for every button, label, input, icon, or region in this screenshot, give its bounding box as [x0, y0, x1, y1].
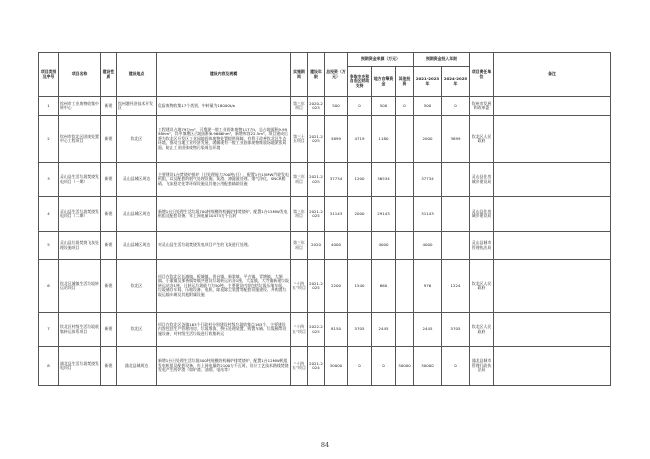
cell-remark: [494, 260, 611, 313]
cell-central: [348, 232, 372, 260]
table-row: [39, 313, 611, 347]
cell-invest-2021: 4000: [414, 232, 442, 260]
table-row: [39, 163, 611, 197]
cell-central: 1540: [348, 260, 372, 313]
cell-other: [396, 232, 414, 260]
cell-name: 钦北区城镇生活垃圾转运站项目: [59, 260, 101, 313]
cell-name: 灵山县生活垃圾焚烧发电项目（二期）: [59, 197, 101, 232]
cell-location: 钦州港经济技术开发区: [117, 97, 157, 116]
page-number: 84: [320, 441, 330, 449]
cell-content: 危险废物收集17个类别，中转量为18000t/a: [157, 97, 291, 116]
cell-years: 2021-2025: [308, 163, 325, 197]
cell-location: 钦北区: [117, 116, 157, 163]
cell-owner: 灵山县住房城乡建设局: [470, 197, 494, 232]
cell-period: “十四五”项目: [291, 313, 308, 347]
cell-years: 2020: [308, 232, 325, 260]
header-row-1: [39, 53, 611, 67]
cell-central: 0: [348, 347, 372, 386]
table-row: [39, 260, 611, 313]
cell-no: 4: [39, 197, 59, 232]
cell-years: 2021-2025: [308, 116, 325, 163]
cell-remark: [494, 197, 611, 232]
header-content: 建设内容及规模: [157, 53, 291, 97]
table-row: [39, 97, 611, 116]
cell-name: 灵山县垃圾焚烧飞灰处理设施项目: [59, 232, 101, 260]
cell-invest-2021: 500: [414, 97, 442, 116]
cell-no: 2: [39, 116, 59, 163]
cell-invest-2024: [442, 197, 470, 232]
cell-no: 3: [39, 163, 59, 197]
cell-owner: 钦北区人民政府: [470, 313, 494, 347]
cell-location: 钦北区: [117, 260, 157, 313]
cell-name: 浦北县生活垃圾焚烧发电项目: [59, 347, 101, 386]
cell-central: 0: [348, 97, 372, 116]
header-name: 项目名称: [59, 53, 101, 97]
header-source-group: 预期资金来源（万元）: [348, 53, 414, 67]
header-source-local: 地方自筹资金: [372, 67, 396, 97]
cell-location: 浦北县城周边: [117, 347, 157, 386]
cell-content: 新增1台日处理生活垃圾500吨规模的机械炉排焚烧炉，配置1台12MW机组发电机组及配套设备，年上网电量约2100万千瓦时。设计工艺技术路线焚烧发电产生的炉渣（如炉渣、油烟、电站等）: [157, 347, 291, 386]
cell-content: 项目在钦北区长滩镇、板城镇、贵台镇、新棠镇、平吉镇、青塘镇、大垌镇、小董镇及那香镇等镇共建设垃圾转运站各1座，大直镇、大寺镇新建垃圾转运站各1座，日转运垃圾能力为50吨，主要建设内容包括垃圾压缩车间、垃圾储存车间、压缩设备、电机、除臭除尘装置等配套设施建设，并购置垃圾运输车辆及其他附属设施: [157, 260, 291, 313]
cell-invest-2024: 1224: [442, 260, 470, 313]
cell-no: 8: [39, 347, 59, 386]
table-row: [39, 347, 611, 386]
header-total: 总投资（万元）: [325, 53, 348, 97]
header-owner: 项目责任单位: [470, 53, 494, 97]
cell-other: 0: [396, 97, 414, 116]
cell-central: 4719: [348, 116, 372, 163]
cell-invest-2024: 0: [442, 97, 470, 116]
cell-years: 2020-2023: [308, 97, 325, 116]
cell-remark: [494, 232, 611, 260]
cell-owner: 钦北区人民政府: [470, 260, 494, 313]
cell-name: 钦州市钦北区固废处置中心工程项目: [59, 116, 101, 163]
cell-invest-2021: 976: [414, 260, 442, 313]
cell-local: 2445: [372, 313, 396, 347]
cell-years: 2021-2024: [308, 347, 325, 386]
cell-total: 500: [325, 97, 348, 116]
project-table: [38, 52, 611, 386]
cell-location: 灵山县城区周边: [117, 197, 157, 232]
cell-total: 30000: [325, 347, 348, 386]
cell-period: “十四五”项目: [291, 347, 308, 386]
cell-name: 灵山县生活垃圾焚烧发电项目（一期）: [59, 163, 101, 197]
cell-years: 2021-2025: [308, 260, 325, 313]
cell-remark: [494, 97, 611, 116]
cell-nature: 新建: [101, 260, 117, 313]
header-source-central: 争取中央和自治区财政支持: [348, 67, 372, 97]
cell-total: 8150: [325, 313, 348, 347]
cell-local: 29143: [372, 197, 396, 232]
cell-local: 660: [372, 260, 396, 313]
cell-period: 第三年项目: [291, 97, 308, 116]
cell-other: [396, 163, 414, 197]
cell-total: 2200: [325, 260, 348, 313]
cell-invest-2024: 5705: [442, 313, 470, 347]
cell-total: 4000: [325, 232, 348, 260]
cell-owner: 钦北区人民政府: [470, 116, 494, 163]
cell-invest-2021: 37734: [414, 163, 442, 197]
cell-local: 500: [372, 97, 396, 116]
cell-other: [396, 116, 414, 163]
cell-other: 30000: [396, 347, 414, 386]
cell-local: 36534: [372, 163, 396, 197]
cell-invest-2024: 3899: [442, 116, 470, 163]
cell-total: 5899: [325, 116, 348, 163]
cell-remark: [494, 347, 611, 386]
cell-location: 钦北区: [117, 313, 157, 347]
cell-content: 项目在钦北区各镇163个行政村分别建设村级垃圾收集点163个，主要建设内容包括生产管理用房、垃圾堆放、挤压处理装置，购置车辆、垃圾桶等设施设备，对村级生活垃圾进行收集转运: [157, 313, 291, 347]
cell-nature: 新建: [101, 313, 117, 347]
header-invest-group: 预期资金投入年限: [414, 53, 470, 67]
cell-location: 灵山县城区周边: [117, 163, 157, 197]
cell-content: 新增1台日处理生活垃圾700吨规模的机械炉排焚烧炉，配置1台15MW发电机组及配套设备，年上网电量10473万千瓦时: [157, 197, 291, 232]
cell-nature: 新建: [101, 347, 117, 386]
cell-central: 1200: [348, 163, 372, 197]
cell-years: 2021-2025: [308, 197, 325, 232]
cell-invest-2021: 31143: [414, 197, 442, 232]
cell-remark: [494, 116, 611, 163]
cell-period: 第三年项目: [291, 197, 308, 232]
header-invest-2024: 2024-2025年: [442, 67, 470, 97]
header-location: 建设地点: [117, 53, 157, 97]
cell-total: 31143: [325, 197, 348, 232]
cell-period: “十四五”项目: [291, 260, 308, 313]
cell-no: 6: [39, 260, 59, 313]
cell-name: 钦北区村级生活垃圾收集转运体系项目: [59, 313, 101, 347]
cell-owner: 浦北县城市管理行政执法局: [470, 347, 494, 386]
cell-no: 5: [39, 232, 59, 260]
cell-remark: [494, 313, 611, 347]
cell-nature: 新建: [101, 163, 117, 197]
table-row: [39, 116, 611, 163]
cell-content: 工程建设占地79万m²，可堆建一般工业固体废物117万t，总占地面积9.9998hm²，其中填埋区占地面积6.9666hm²，新增库容22.5m³。项目建成后将为钦北区开发区工业园地固体废物处置提供保障，有利于改善钦北区生态环境，推动当地工业经济发展，缓解现有一般工业固体废物堆放场地紧张局面，防止工业固体废物污染周边环境: [157, 116, 291, 163]
cell-content: 主要建设1台焚烧炉排炉（日处理能力700吨/日），配置1台15MW汽轮发电机组，以及配套的烟气处理设施、灰渣、渗滤液处理、烟气净化、SNCR脱硝、飞灰稳定化等环保设施及其他公用配套辅助设施: [157, 163, 291, 197]
cell-local: 1180: [372, 116, 396, 163]
header-source-other: 其他投资: [396, 67, 414, 97]
cell-nature: 新建: [101, 197, 117, 232]
table-row: [39, 232, 611, 260]
header-nature: 建设性质: [101, 53, 117, 97]
header-start-year: 建设年限: [308, 53, 325, 97]
cell-other: [396, 313, 414, 347]
header-group-no: 项目类别及序号: [39, 53, 59, 97]
cell-other: [396, 260, 414, 313]
cell-period: 第三年项目: [291, 163, 308, 197]
cell-invest-2021: 2445: [414, 313, 442, 347]
header-remark: 备注: [494, 53, 611, 97]
cell-period: 第三年项目: [291, 232, 308, 260]
table-row: [39, 197, 611, 232]
cell-local: 4000: [372, 232, 396, 260]
cell-owner: 灵山县城市管理执法局: [470, 232, 494, 260]
cell-invest-2024: 0: [442, 347, 470, 386]
header-period: 实施期间: [291, 53, 308, 97]
cell-content: 对灵山县生活垃圾焚烧发电项目产生的飞灰进行处理。: [157, 232, 291, 260]
cell-invest-2021: 2000: [414, 116, 442, 163]
cell-nature: 新建: [101, 232, 117, 260]
cell-owner: 钦州市发展和改革委: [470, 97, 494, 116]
cell-invest-2024: [442, 163, 470, 197]
cell-remark: [494, 163, 611, 197]
cell-invest-2024: [442, 232, 470, 260]
cell-other: [396, 197, 414, 232]
cell-location: 灵山县城区周边: [117, 232, 157, 260]
cell-nature: 新建: [101, 97, 117, 116]
cell-owner: 灵山县住房城乡建设局: [470, 163, 494, 197]
cell-nature: 新建: [101, 116, 117, 163]
cell-local: 0: [372, 347, 396, 386]
cell-years: 2022-2025: [308, 313, 325, 347]
cell-total: 37734: [325, 163, 348, 197]
cell-no: 7: [39, 313, 59, 347]
cell-central: 2000: [348, 197, 372, 232]
cell-invest-2021: 30000: [414, 347, 442, 386]
cell-period: 第三十五项目: [291, 116, 308, 163]
header-invest-2021: 2021-2023年: [414, 67, 442, 97]
cell-central: 5705: [348, 313, 372, 347]
cell-name: 钦州市工业废物收集中转中心: [59, 97, 101, 116]
cell-no: 1: [39, 97, 59, 116]
